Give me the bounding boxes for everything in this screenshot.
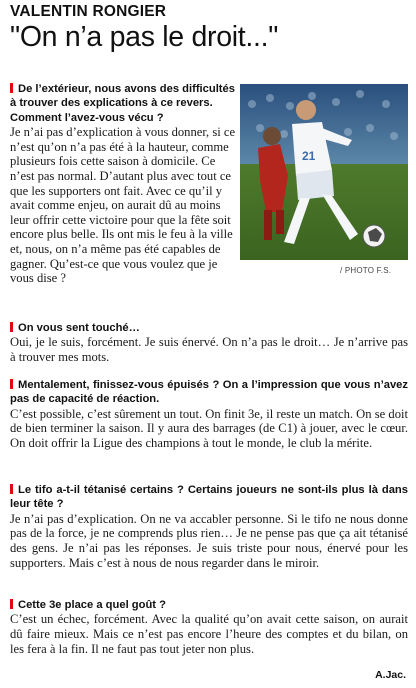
section-3 (10, 378, 408, 451)
question-5 (10, 598, 408, 612)
answer-5: C’est un échec, forcément. Avec la qualité qu’on avait cette saison, on aurait dû faire mieux. Mais ce n’est pas encore l’heure des comptes et du bilan, on les fera à la fin. Il ne faut pas tout jeter non plus. (10, 612, 408, 656)
question-5-text: Cette 3e place a quel goût ? (18, 599, 166, 611)
question-1 (10, 82, 236, 125)
question-2-text: On vous sent touché… (18, 322, 140, 334)
headline: "On n’a pas le droit..." (10, 21, 279, 53)
red-marker-icon (10, 379, 13, 389)
question-1-text: De l’extérieur, nous avons des difficultés à trouver des explications à ce revers. Comment l’avez-vous vécu ? (10, 83, 235, 124)
red-marker-icon (10, 484, 13, 494)
question-2 (10, 321, 408, 335)
section-4 (10, 483, 408, 570)
football-players-photo-icon (240, 84, 408, 260)
answer-3: C’est possible, c’est sûrement un tout. On finit 3e, il reste un match. On se doit de bien terminer la saison. Il y aura des barrages (de C1) à jouer, avec le cœur. On doit offrir la Ligue des champions à tout le monde, le club la mérite. (10, 406, 408, 450)
author-signature: A.Jac. (375, 669, 406, 681)
red-marker-icon (10, 83, 13, 93)
question-4-text: Le tifo a-t-il tétanisé certains ? Certains joueurs ne sont-ils plus là dans leur tête ? (10, 484, 408, 511)
answer-2: Oui, je le suis, forcément. Je suis énervé. On n’a pas le droit… Je n’arrive pas à trouver mes mots. (10, 335, 408, 364)
question-4 (10, 483, 408, 512)
interviewee-name: VALENTIN RONGIER (10, 3, 167, 20)
photo-credit: / PHOTO F.S. (340, 266, 392, 275)
section-1 (10, 82, 236, 286)
question-3-text: Mentalement, finissez-vous épuisés ? On a l’impression que vous n’avez pas de capacité de réaction. (10, 379, 408, 406)
answer-4: Je n’ai pas d’explication. On ne va accabler personne. Si le tifo ne nous donne pas de la force, je ne comprends plus rien… Je ne pense pas que ça ait tétanisé des gens. Je n’ai pas les réponses. Je suis triste pour nous, énervé pour les supporters. Mais c’est à nous de nous regarder dans le miroir. (10, 511, 408, 570)
section-2 (10, 321, 408, 365)
red-marker-icon (10, 599, 13, 609)
answer-1: Je n’ai pas d’explication à vous donner, si ce n’est qu’on n’a pas été à la hauteur, comme plusieurs fois cette saison à domicile. Ce n’est pas normal. D’autant plus avec tout ce que les supporters ont fait. Avec ce qu’il y avait comme enjeu, on aurait dû au moins leur offrir cette victoire pour que la fête soit encore plus belle. Ils ont mis le feu à la ville et, nous, on n’a même pas été capables de gagner. Qu’est-ce que vous voulez que je vous dise ? (10, 125, 236, 286)
svg-text:21: 21 (302, 149, 316, 163)
question-3 (10, 378, 408, 407)
match-photo (240, 84, 408, 260)
red-marker-icon (10, 322, 13, 332)
section-5 (10, 598, 408, 656)
